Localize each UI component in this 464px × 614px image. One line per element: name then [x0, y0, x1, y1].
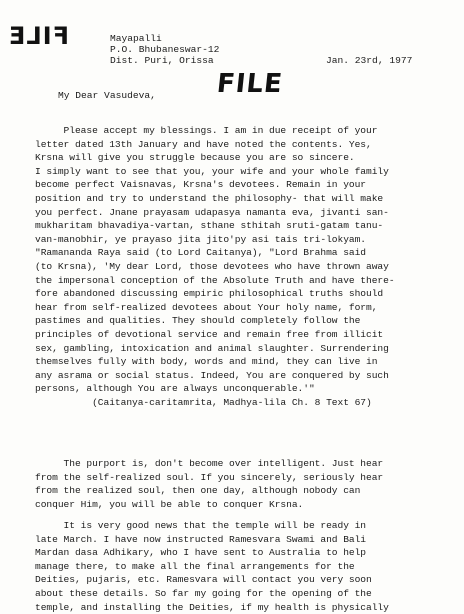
text-line: temple, and installing the Deities, if my health is physically — [35, 601, 389, 613]
text-line: (to Krsna), 'My dear Lord, those devotees who have thrown away — [35, 260, 389, 272]
address-line: Mayapalli — [110, 33, 162, 44]
text-line: The purport is, don't become over intelligent. Just hear — [35, 458, 384, 469]
text-line: persons, although You are always unconquerable.'" — [35, 383, 315, 395]
text-line: from the realized soul, then one day, although nobody can — [35, 485, 361, 497]
text-line: letter dated 13th January and have noted the contents. Yes, — [35, 138, 372, 150]
text-line: the impersonal conception of the Absolute Truth and have there- — [35, 274, 395, 286]
text-line: late March. I have now instructed Ramesvara Swami and Bali — [35, 533, 367, 545]
text-line: from the self-realized soul. If you sincerely, seriously hear — [35, 471, 384, 483]
text-line: It is very good news that the temple will be ready in — [35, 520, 367, 531]
text-line: any asrama or social status. Indeed, You are conquered by such — [35, 369, 389, 381]
file-stamp-top-left: FILE — [8, 22, 70, 50]
paragraph-3 — [35, 519, 459, 614]
text-line: hear from self-realized devotees about Your holy name, form, — [35, 301, 378, 313]
text-line: manage there, to make all the final arrangements for the — [35, 560, 355, 572]
paragraph-1 — [35, 124, 459, 409]
file-stamp: FILE — [215, 69, 285, 99]
text-line: I simply want to see that you, your wife and your whole family — [35, 165, 389, 177]
address-line: Dist. Puri, Orissa — [110, 55, 214, 66]
text-line: about these details. So far my going for the opening of the — [35, 587, 372, 599]
text-line: pastimes and qualities. They should completely follow the — [35, 315, 361, 327]
sender-address — [110, 33, 219, 66]
text-line: conquer Him, you will be able to conquer Krsna. — [35, 498, 304, 510]
text-line: van-manobhir, ye prayaso jita jito'py asi tais tri-lokyam. — [35, 233, 367, 245]
text-line: Please accept my blessings. I am in due receipt of your — [35, 125, 378, 136]
text-line: sex, gambling, intoxication and animal slaughter. Surrendering — [35, 342, 389, 354]
text-line: you perfect. Jnane prayasam udapasya namanta eva, jivanti san- — [35, 206, 389, 218]
text-line: mukharitam bhavadiya-vartan, sthane sthitah sruti-gatam tanu- — [35, 220, 384, 232]
text-line: fore abandoned discussing empiric philosophical truths should — [35, 288, 384, 300]
text-line: themselves fully with body, words and mind, they can live in — [35, 356, 378, 368]
text-line: Krsna will give you struggle because you are so sincere. — [35, 152, 355, 164]
letter-date: Jan. 23rd, 1977 — [326, 55, 413, 66]
text-line: Deities, pujaris, etc. Ramesvara will contact you very soon — [35, 574, 372, 586]
text-line: become perfect Vaisnavas, Krsna's devotees. Remain in your — [35, 179, 367, 191]
text-line: position and try to understand the philosophy- that will make — [35, 192, 384, 204]
text-line: Mardan dasa Adhikary, who I have sent to Australia to help — [35, 547, 367, 559]
text-line: (Caitanya-caritamrita, Madhya-lila Ch. 8 Text 67) — [35, 396, 372, 408]
text-line: principles of devotional service and remain free from illicit — [35, 328, 384, 340]
address-line: P.O. Bhubaneswar-12 — [110, 44, 220, 55]
salutation: My Dear Vasudeva, — [58, 90, 156, 101]
paragraph-2 — [35, 457, 459, 511]
text-line: "Ramananda Raya said (to Lord Caitanya), "Lord Brahma said — [35, 247, 367, 259]
